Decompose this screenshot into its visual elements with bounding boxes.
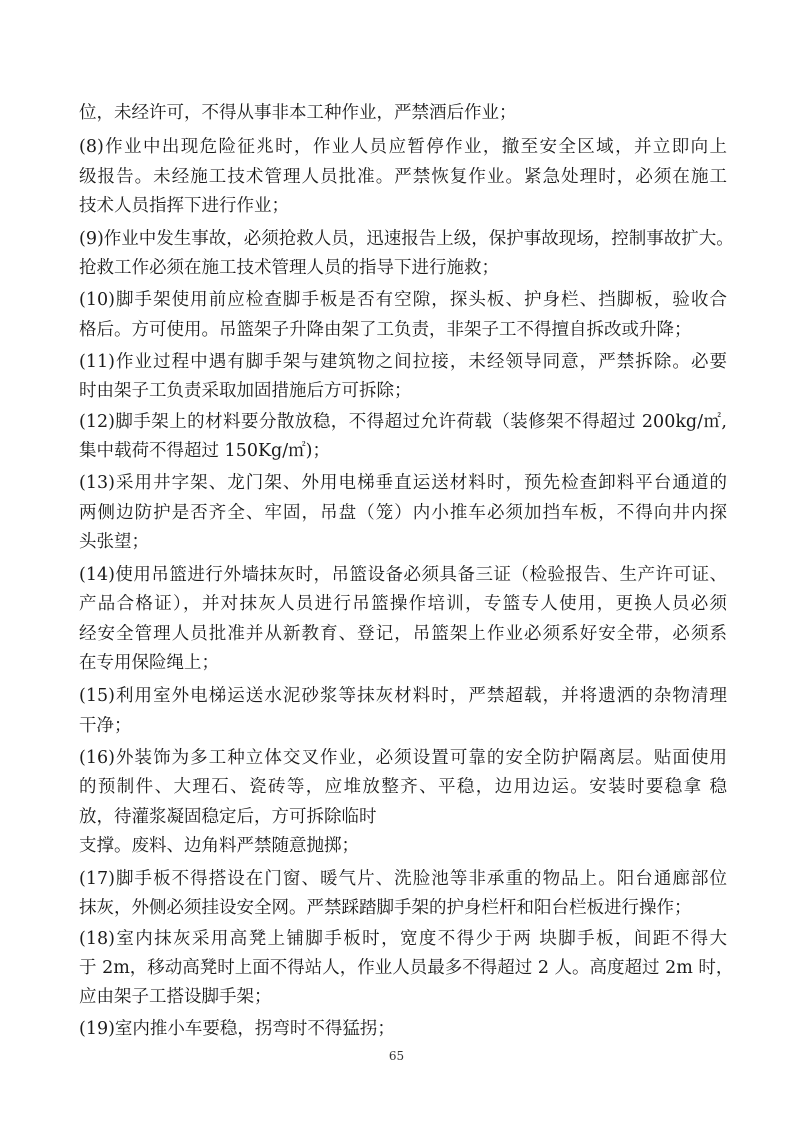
text-line: 产品合格证），并对抹灰人员进行吊篮操作培训，专篮专人使用，更换人员必须 <box>79 594 727 614</box>
text-line: (17)脚手板不得搭设在门窗、暖气片、洗脸池等非承重的物品上。阳台通廊部位 <box>79 869 727 889</box>
text-line: 抢救工作必须在施工技术管理人员的指导下进行施救； <box>79 258 499 278</box>
text-line: 放，待灌浆凝固稳定后，方可拆除临时 <box>79 807 377 827</box>
text-line: 应由架子工搭设脚手架； <box>79 987 272 1007</box>
text-line: (16)外装饰为多工种立体交叉作业，必须设置可靠的安全防护隔离层。贴面使用 <box>79 748 727 768</box>
text-line: 集中载荷不得超过 150Kg/㎡)； <box>79 441 330 461</box>
text-line: (12)脚手架上的材料要分散放稳，不得超过允许荷载（装修架不得超过 200kg/㎡, <box>79 412 727 432</box>
text-line: 在专用保险绳上； <box>79 653 219 673</box>
text-line: 时由架子工负责采取加固措施后方可拆除； <box>79 381 412 401</box>
text-line: 头张望； <box>79 532 149 552</box>
text-line: (10)脚手架使用前应检查脚手板是否有空隙，探头板、护身栏、挡脚板，验收合 <box>79 290 727 310</box>
text-line: 位，未经许可，不得从事非本工种作业，严禁酒后作业； <box>79 103 517 123</box>
text-line: 支撑。废料、边角料严禁随意抛掷； <box>79 836 359 856</box>
text-line: (18)室内抹灰采用高凳上铺脚手板时，宽度不得少于两 块脚手板，间距不得大 <box>79 929 727 949</box>
text-line: (19)室内推小车要稳，拐弯时不得猛拐； <box>79 1019 395 1039</box>
text-line: 级报告。未经施工技术管理人员批准。严禁恢复作业。紧急处理时，必须在施工 <box>79 167 727 187</box>
text-line: 两侧边防护是否齐全、牢固，吊盘（笼）内小推车必须加挡车板，不得向井内探 <box>79 503 727 523</box>
text-line: 的预制件、大理石、瓷砖等，应堆放整齐、平稳，边用边运。安装时要稳拿 稳 <box>79 777 727 797</box>
page-number: 65 <box>388 1049 405 1063</box>
text-line: 干净； <box>79 716 132 736</box>
text-line: (13)采用井字架、龙门架、外用电梯垂直运送材料时，预先检查卸料平台通道的 <box>79 473 727 493</box>
text-line: 格后。方可使用。吊篮架子升降由架了工负责，非架子工不得擅自拆改或升降； <box>79 320 692 340</box>
text-line: 抹灰，外侧必须挂设安全网。严禁踩踏脚手架的护身栏杆和阳台栏板进行操作； <box>79 898 692 918</box>
text-line: (8)作业中出现危险征兆时，作业人员应暂停作业，撤至安全区域，并立即向上 <box>79 137 727 157</box>
text-line: 经安全管理人员批准并从新教育、登记，吊篮架上作业必须系好安全带，必须系 <box>79 624 727 644</box>
text-line: 技术人员指挥下进行作业； <box>79 196 289 216</box>
text-line: 于 2m，移动高凳时上面不得站人，作业人员最多不得超过 2 人。高度超过 2m 时， <box>79 958 734 978</box>
text-line: (14)使用吊篮进行外墙抹灰时，吊篮设备必须具备三证（检验报告、生产许可证、 <box>79 565 727 585</box>
text-line: (9)作业中发生事故，必须抢救人员，迅速报告上级，保护事故现场，控制事故扩大。 <box>79 229 734 249</box>
text-line: (11)作业过程中遇有脚手架与建筑物之间拉接，未经领导同意，严禁拆除。必要 <box>79 352 727 372</box>
text-line: (15)利用室外电梯运送水泥砂浆等抹灰材料时，严禁超载，并将遗洒的杂物清理 <box>79 686 727 706</box>
